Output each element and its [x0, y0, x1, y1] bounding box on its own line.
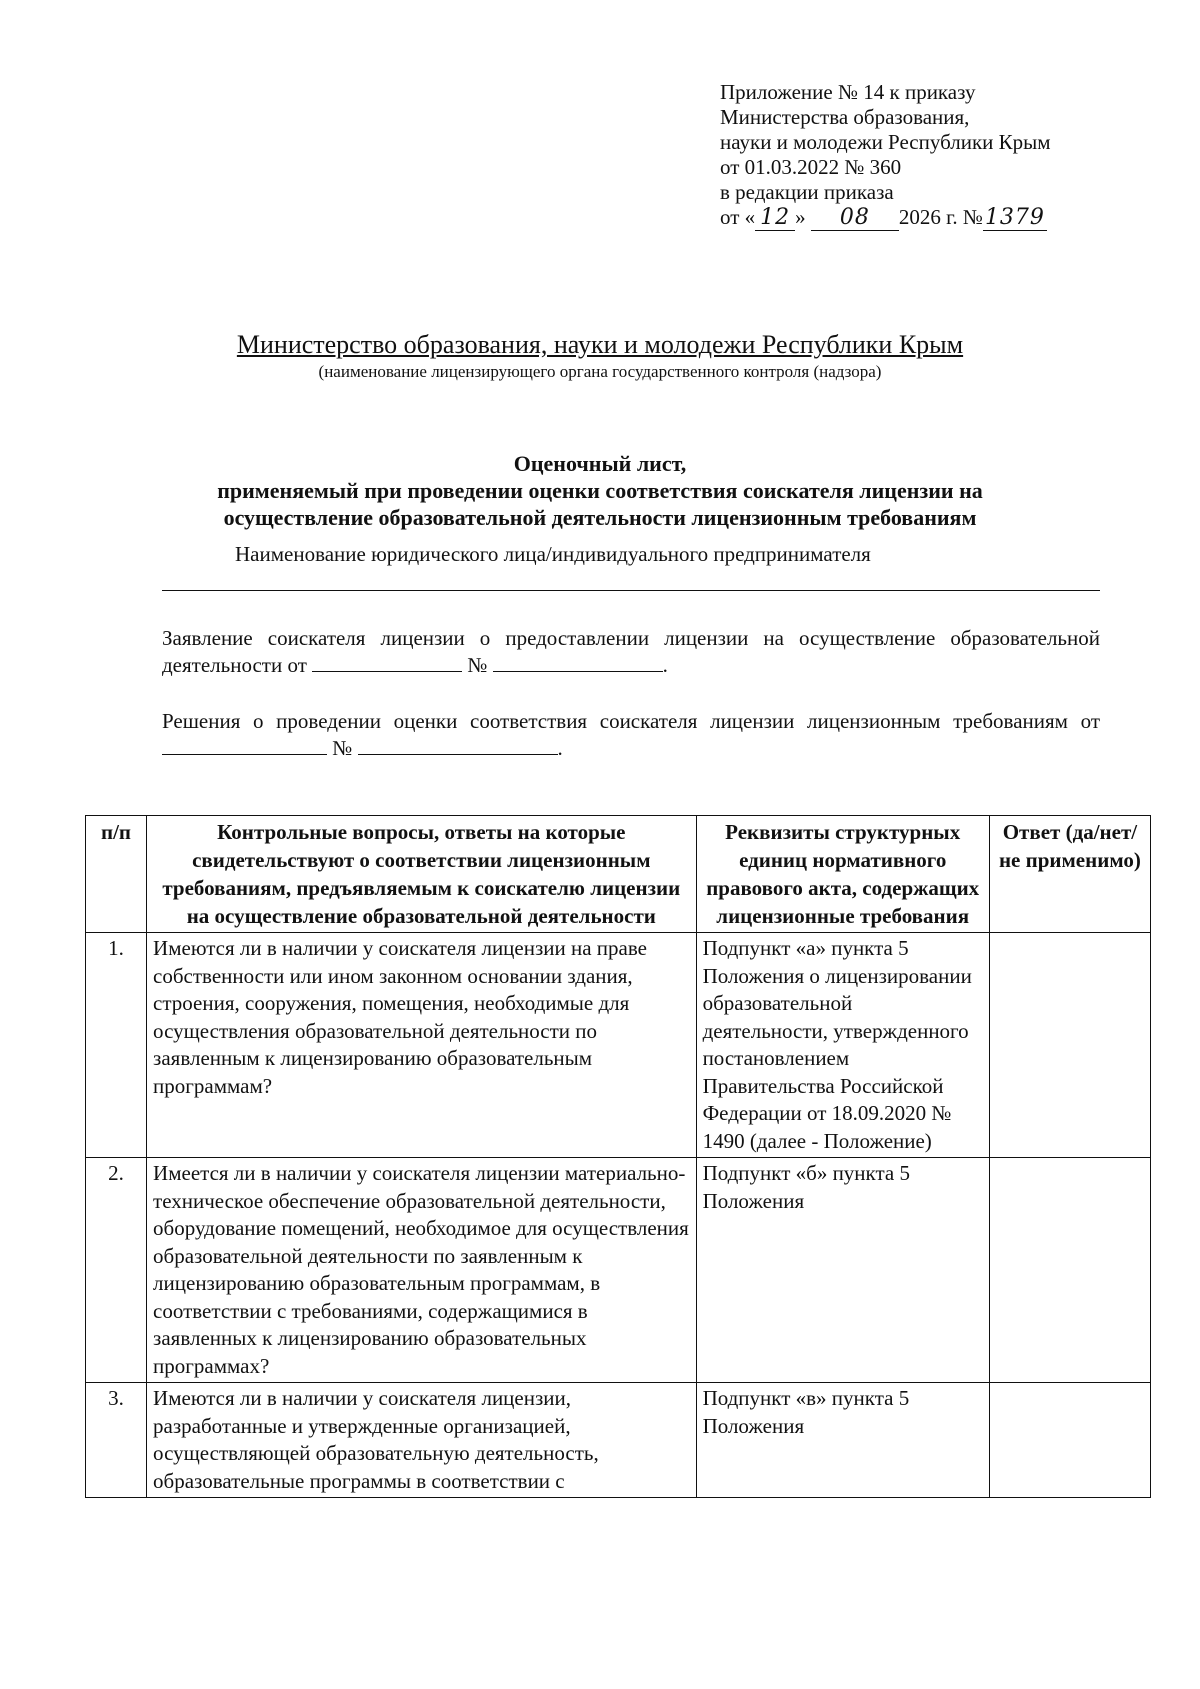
- row-answer-cell[interactable]: [989, 1158, 1150, 1383]
- decision-end: .: [557, 736, 563, 760]
- row-reference: Подпункт «в» пункта 5 Положения: [696, 1383, 989, 1498]
- entity-fill-line: [162, 590, 1100, 591]
- appendix-line: науки и молодежи Республики Крым: [720, 130, 1051, 154]
- row-answer-cell[interactable]: [989, 933, 1150, 1158]
- application-paragraph: [162, 625, 1100, 679]
- application-date-field: [312, 653, 462, 672]
- appendix-date-line: [720, 205, 1051, 231]
- table-row: [86, 933, 1151, 1158]
- table-row: [86, 1158, 1151, 1383]
- row-reference: Подпункт «а» пункта 5 Положения о лицензировании образовательной деятельности, утвержденного постановлением Правительства Российской Федерации от 18.09.2020 № 1490 (далее - Положение): [696, 933, 989, 1158]
- row-question: Имеются ли в наличии у соискателя лицензии, разработанные и утвержденные организацией, осуществляющей образовательную деятельность, образовательные программы в соответствии с: [147, 1383, 697, 1498]
- document-title: [0, 450, 1200, 531]
- decision-no: №: [332, 736, 353, 760]
- decision-number-field: [358, 736, 558, 755]
- appendix-line: от 01.03.2022 № 360: [720, 155, 902, 179]
- application-number-field: [493, 653, 663, 672]
- row-question: Имеется ли в наличии у соискателя лицензии материально-техническое обеспечение образовательной деятельности, оборудование помещений, необходимое для осуществления образовательной деятельности по заявленным к лицензированию образовательным программам, в соответствии с требованиями, содержащимися в заявленных к лицензированию образовательных программах?: [147, 1158, 697, 1383]
- ministry-block: [0, 330, 1200, 382]
- handwritten-day: 12: [755, 205, 795, 231]
- decision-text: Решения о проведении оценки соответствия соискателя лицензии лицензионным требованиям от: [162, 709, 1100, 733]
- application-text: Заявление соискателя лицензии о предоставлении лицензии на осуществление образовательной деятельности от: [162, 626, 1100, 677]
- row-number: 1.: [86, 933, 147, 1158]
- decision-paragraph: [162, 708, 1100, 762]
- row-number: 2.: [86, 1158, 147, 1383]
- appendix-line: Приложение № 14 к приказу: [720, 80, 976, 104]
- handwritten-month: 08: [811, 205, 899, 231]
- table-header-row: [86, 816, 1151, 933]
- row-number: 3.: [86, 1383, 147, 1498]
- title-line: осуществление образовательной деятельности лицензионным требованиям: [223, 505, 977, 530]
- year-part: 2026 г. №: [898, 205, 983, 229]
- row-reference: Подпункт «б» пункта 5 Положения: [696, 1158, 989, 1383]
- application-no: №: [467, 653, 488, 677]
- handwritten-order-number: 1379: [984, 205, 1045, 230]
- appendix-line: в редакции приказа: [720, 180, 894, 204]
- header-answer: Ответ (да/нет/ не применимо): [989, 816, 1150, 933]
- appendix-header: [720, 80, 1051, 231]
- entity-label: Наименование юридического лица/индивидуального предпринимателя: [235, 542, 871, 566]
- header-number: п/п: [86, 816, 147, 933]
- appendix-line: Министерства образования,: [720, 105, 970, 129]
- header-reference: Реквизиты структурных единиц нормативного правового акта, содержащих лицензионные требования: [696, 816, 989, 933]
- ministry-note: (наименование лицензирующего органа государственного контроля (надзора): [318, 362, 882, 381]
- application-end: .: [662, 653, 668, 677]
- decision-date-field: [162, 736, 327, 755]
- row-answer-cell[interactable]: [989, 1383, 1150, 1498]
- header-question: Контрольные вопросы, ответы на которые свидетельствуют о соответствии лицензионным требованиям, предъявляемым к соискателю лицензии на осуществление образовательной деятельности: [147, 816, 697, 933]
- title-line: применяемый при проведении оценки соответствия соискателя лицензии на: [217, 478, 983, 503]
- date-prefix: от «: [720, 205, 756, 229]
- title-line: Оценочный лист,: [513, 451, 687, 476]
- date-mid: »: [795, 205, 806, 229]
- row-question: Имеются ли в наличии у соискателя лицензии на праве собственности или ином законном основании здания, строения, сооружения, помещения, необходимые для осуществления образовательной деятельности по заявленным к лицензированию образовательным программам?: [147, 933, 697, 1158]
- ministry-name: Министерство образования, науки и молодежи Республики Крым: [236, 330, 964, 359]
- assessment-table: [85, 815, 1151, 1498]
- table-row: [86, 1383, 1151, 1498]
